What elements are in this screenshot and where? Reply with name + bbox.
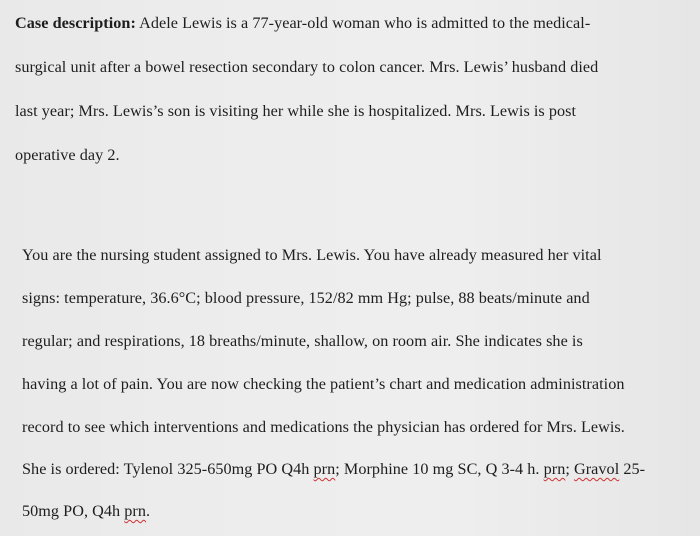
- case-line-1: [15, 13, 590, 33]
- order-text-2: ; Morphine 10 mg SC, Q 3-4 h.: [335, 460, 544, 478]
- assignment-line-1: You are the nursing student assigned to Mrs. Lewis. You have already measured her vital: [22, 246, 602, 264]
- order-text-5: 50mg PO, Q4h: [22, 502, 125, 520]
- assignment-line-6: [22, 459, 645, 479]
- assignment-line-7: [22, 501, 150, 521]
- case-description-label: Case description:: [15, 14, 136, 32]
- spellcheck-word-prn: prn: [543, 460, 566, 478]
- order-text-4: 25-: [619, 460, 646, 478]
- order-text-1: She is ordered: Tylenol 325-650mg PO Q4h: [22, 460, 314, 478]
- case-line-4: operative day 2.: [15, 146, 120, 164]
- case-line-3: last year; Mrs. Lewis’s son is visiting her while she is hospitalized. Mrs. Lewis is post: [15, 102, 577, 120]
- spellcheck-word-gravol: Gravol: [574, 460, 620, 478]
- case-line-1-text: Adele Lewis is a 77-year-old woman who is admitted to the medical-: [135, 14, 591, 32]
- assignment-line-5: record to see which interventions and medications the physician has ordered for Mrs. Lewis.: [22, 418, 625, 436]
- assignment-line-4: having a lot of pain. You are now checking the patient’s chart and medication administration: [22, 375, 625, 393]
- order-text-6: .: [146, 502, 151, 520]
- assignment-line-3: regular; and respirations, 18 breaths/minute, shallow, on room air. She indicates she is: [22, 332, 583, 350]
- assignment-line-2: signs: temperature, 36.6°C; blood pressure, 152/82 mm Hg; pulse, 88 beats/minute and: [22, 289, 590, 307]
- spellcheck-word-prn: prn: [124, 502, 147, 520]
- case-line-2: surgical unit after a bowel resection secondary to colon cancer. Mrs. Lewis’ husband died: [15, 58, 599, 76]
- order-text-3: ;: [565, 460, 574, 478]
- spellcheck-word-prn: prn: [313, 460, 336, 478]
